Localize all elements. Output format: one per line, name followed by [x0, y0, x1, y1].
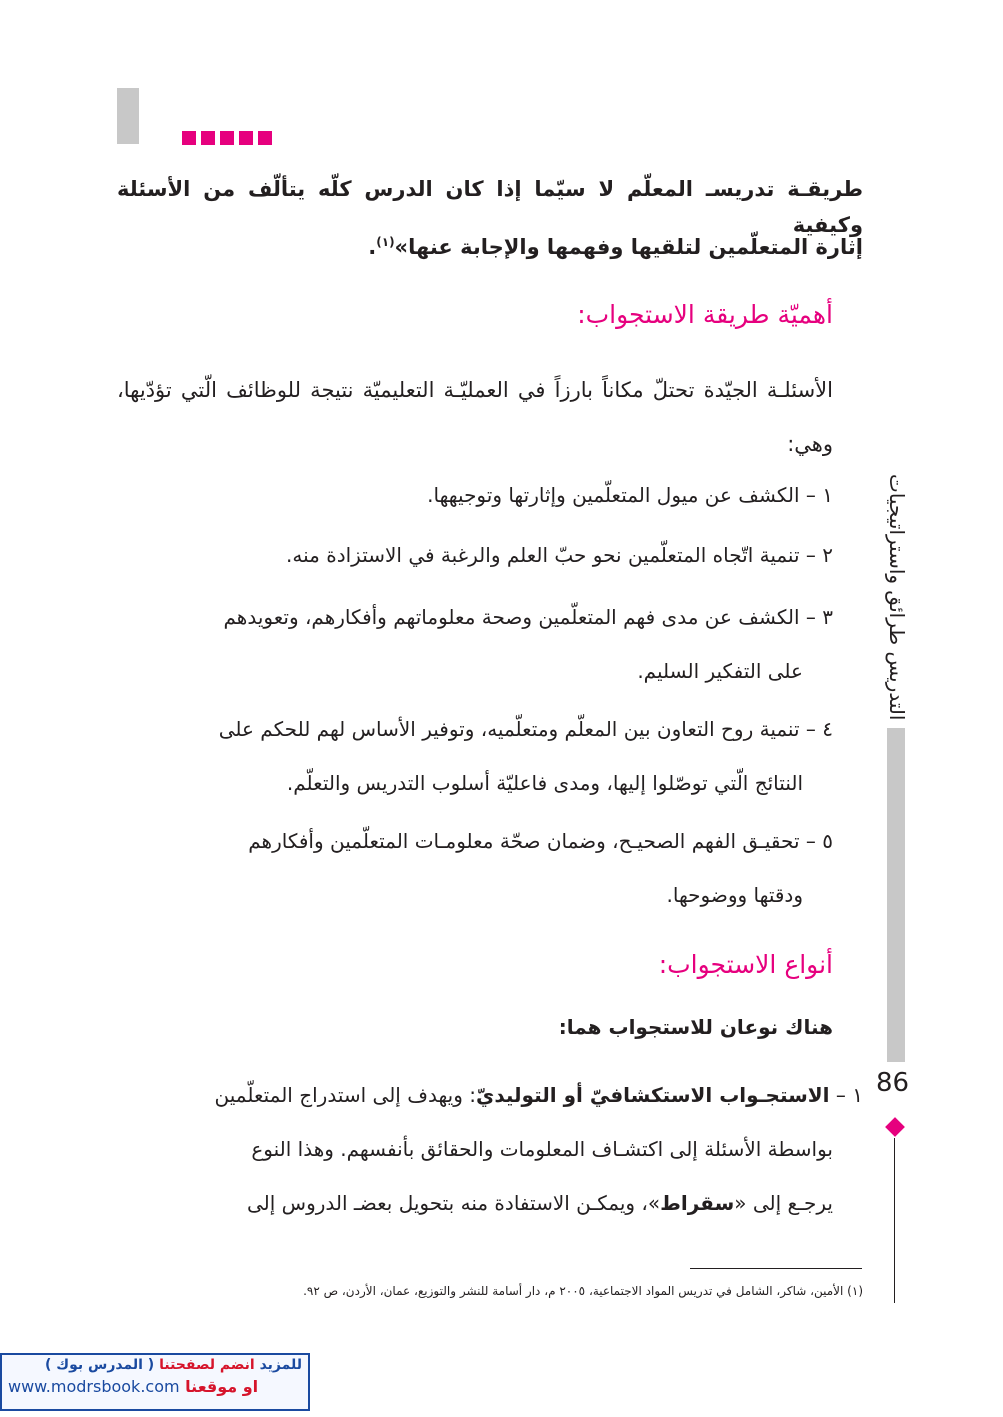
list-item-3: ٣ – الكشف عن مدى فهم المتعلّمين وصحة معلوماتهم وأفكارهم، وتعويدهم على التفكير السليم. — [223, 605, 833, 683]
footnote-ref[interactable]: (١) — [376, 235, 395, 249]
banner-line-2: www.modrsbook.com او موقعنا — [8, 1377, 259, 1396]
decorative-pink-squares — [182, 131, 272, 145]
footnote: (١) الأمين، شاكر، الشامل في تدريس المواد الاجتماعية، ٢٠٠٥ م، دار أسامة للنشر والتوزيع، عمان، الأردن، ص ٩٢. — [303, 1284, 863, 1298]
list-item-2: ٢ – تنمية اتّجاه المتعلّمين نحو حبّ العلم والرغبة في الاستزادة منه. — [286, 543, 833, 567]
intro-line-1: طريقـة تدريسـ المعلّم لا سيّما إذا كان الدرس كلّه يتألّف من الأسئلة وكيفية — [117, 177, 863, 237]
types-item-1: ١ – الاستجـواب الاستكشافيّ أو التوليديّ: ويهدف إلى استدراج المتعلّمين بواسطة الأسئلة إلى اكتشـاف المعلومات والحقائق بأنفسهم. وهذا النوع يرجـع إلى «سقراط»، ويمكـن الاستفادة منه بتحويل بعضـ الدروس إلى — [214, 1083, 863, 1215]
sidebar-vertical-line — [894, 1138, 895, 1303]
section-heading-types: أنواع الاستجواب: — [658, 950, 833, 979]
banner-line-1: للمزيد انضم لصفحتنا ( المدرس بوك ) — [45, 1357, 302, 1373]
page-number: 86 — [876, 1068, 910, 1098]
decorative-gray-block — [117, 88, 139, 144]
banner-url-link[interactable]: www.modrsbook.com — [8, 1377, 180, 1396]
pink-diamond — [885, 1117, 905, 1137]
section-heading-importance: أهميّة طريقة الاستجواب: — [577, 300, 833, 329]
footnote-divider — [690, 1268, 862, 1269]
intro-line-2: إثارة المتعلّمين لتلقيها وفهمها والإجابة عنها»$^{(١)}$. — [368, 235, 863, 259]
sidebar-gray-bar — [887, 728, 905, 1062]
list-item-5: ٥ – تحقيـق الفهم الصحيـح، وضمان صحّة معلومـات المتعلّمين وأفكارهم ودقتها ووضوحها. — [248, 829, 833, 907]
promo-banner[interactable] — [0, 1353, 310, 1411]
types-lead: هناك نوعان للاستجواب هما: — [558, 1015, 833, 1039]
list-item-4: ٤ – تنمية روح التعاون بين المعلّم ومتعلّميه، وتوفير الأساس لهم للحكم على النتائج الّتي توصّلوا إليها، ومدى فاعليّة أسلوب التدريس والتعلّم. — [218, 717, 833, 795]
importance-paragraph: الأسئلـة الجيّدة تحتلّ مكاناً بارزاً في العمليّـة التعليميّة نتيجة للوظائف الّتي تؤدّيها، وهي: — [117, 378, 833, 456]
sidebar-book-title: التدريس طرائق واستراتيجيات — [885, 473, 909, 720]
list-item-1: ١ – الكشف عن ميول المتعلّمين وإثارتها وتوجيهها. — [427, 483, 833, 507]
